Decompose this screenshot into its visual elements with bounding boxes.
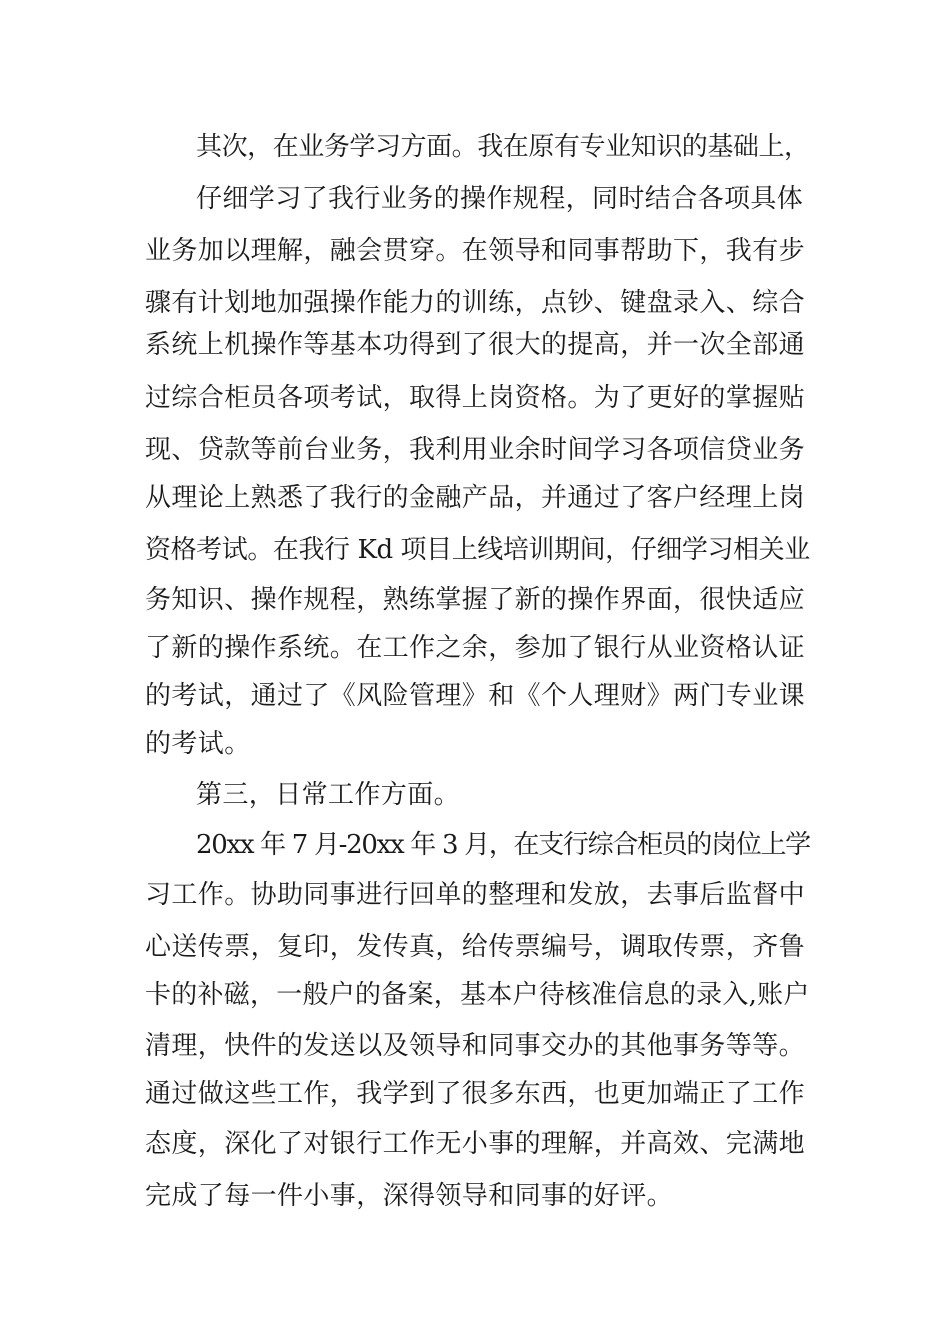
text-line: 现、贷款等前台业务，我利用业余时间学习各项信贷业务 [145,435,806,465]
text-line: 了新的操作系统。在工作之余，参加了银行从业资格认证 [145,633,806,663]
text-line: 卡的补磁，一般户的备案，基本户待核准信息的录入,账户 [145,980,810,1010]
text-line: 系统上机操作等基本功得到了很大的提高，并一次全部通 [145,330,806,360]
text-line: 骤有计划地加强操作能力的训练，点钞、键盘录入、综合 [145,288,806,318]
text-line: 的考试。 [145,729,251,759]
text-line: 其次，在业务学习方面。我在原有专业知识的基础上， [196,132,810,162]
section-heading: 第三，日常工作方面。 [196,780,461,810]
text-line: 的考试，通过了《风险管理》和《个人理财》两门专业课 [145,681,806,711]
text-line: 业务加以理解，融会贯穿。在领导和同事帮助下，我有步 [145,236,806,266]
text-line: 心送传票，复印，发传真，给传票编号，调取传票，齐鲁 [145,932,806,962]
text-line: 通过做这些工作，我学到了很多东西，也更加端正了工作 [145,1079,806,1109]
text-line: 仔细学习了我行业务的操作规程，同时结合各项具体 [196,184,804,214]
text-line: 务知识、操作规程，熟练掌握了新的操作界面，很快适应 [145,585,806,615]
text-line: 过综合柜员各项考试，取得上岗资格。为了更好的掌握贴 [145,383,806,413]
text-line: 资格考试。在我行 Kd 项目上线培训期间，仔细学习相关业 [145,535,810,565]
text-line: 清理，快件的发送以及领导和同事交办的其他事务等等。 [145,1031,806,1061]
text-line: 态度，深化了对银行工作无小事的理解，并高效、完满地 [145,1129,806,1159]
text-line: 从理论上熟悉了我行的金融产品，并通过了客户经理上岗 [145,483,806,513]
text-line: 20xx 年 7 月-20xx 年 3 月，在支行综合柜员的岗位上学 [196,830,810,860]
text-line: 完成了每一件小事，深得领导和同事的好评。 [145,1181,674,1211]
text-line: 习工作。协助同事进行回单的整理和发放，去事后监督中 [145,880,806,910]
